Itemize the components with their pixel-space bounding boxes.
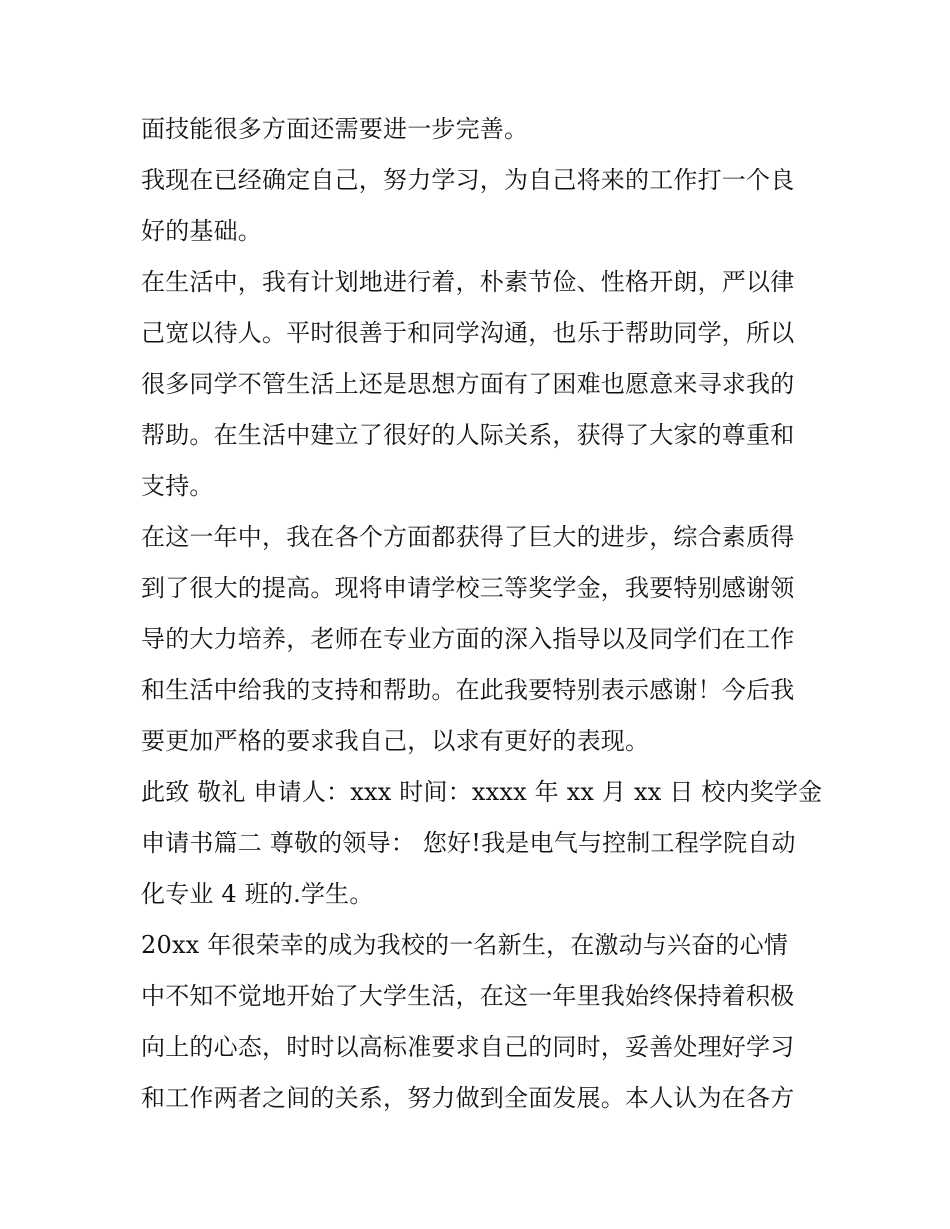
text-line: 中不知不觉地开始了大学生活，在这一年里我始终保持着积极 xyxy=(141,982,795,1010)
text-line: 很多同学不管生活上还是思想方面有了困难也愿意来寻求我的 xyxy=(141,370,795,398)
text-line: 到了很大的提高。现将申请学校三等奖学金，我要特别感谢领 xyxy=(141,574,795,602)
text-line: 面技能很多方面还需要进一步完善。 xyxy=(141,115,529,143)
text-line: 在这一年中，我在各个方面都获得了巨大的进步，综合素质得 xyxy=(141,523,795,551)
text-line: 和生活中给我的支持和帮助。在此我要特别表示感谢！今后我 xyxy=(141,676,795,704)
text-line: 向上的心态，时时以高标准要求自己的同时，妥善处理好学习 xyxy=(141,1033,795,1061)
document-body xyxy=(141,109,821,1129)
text-line: 此致 敬礼 申请人：xxx 时间：xxxx 年 xx 月 xx 日 校内奖学金 xyxy=(141,778,823,806)
text-line: 好的基础。 xyxy=(141,217,262,245)
text-line: 在生活中，我有计划地进行着，朴素节俭、性格开朗，严以律 xyxy=(141,268,795,296)
text-line: 化专业 4 班的.学生。 xyxy=(141,880,374,908)
text-line: 和工作两者之间的关系，努力做到全面发展。本人认为在各方 xyxy=(141,1084,795,1112)
text-line: 支持。 xyxy=(141,472,214,500)
text-line: 20xx 年很荣幸的成为我校的一名新生，在激动与兴奋的心情 xyxy=(141,931,789,959)
text-line: 我现在已经确定自己，努力学习，为自己将来的工作打一个良 xyxy=(141,166,795,194)
text-line: 申请书篇二 尊敬的领导： 您好!我是电气与控制工程学院自动 xyxy=(141,829,796,857)
text-line: 导的大力培养，老师在专业方面的深入指导以及同学们在工作 xyxy=(141,625,795,653)
text-line: 要更加严格的要求我自己，以求有更好的表现。 xyxy=(141,727,650,755)
text-line: 己宽以待人。平时很善于和同学沟通，也乐于帮助同学，所以 xyxy=(141,319,795,347)
text-line: 帮助。在生活中建立了很好的人际关系，获得了大家的尊重和 xyxy=(141,421,795,449)
